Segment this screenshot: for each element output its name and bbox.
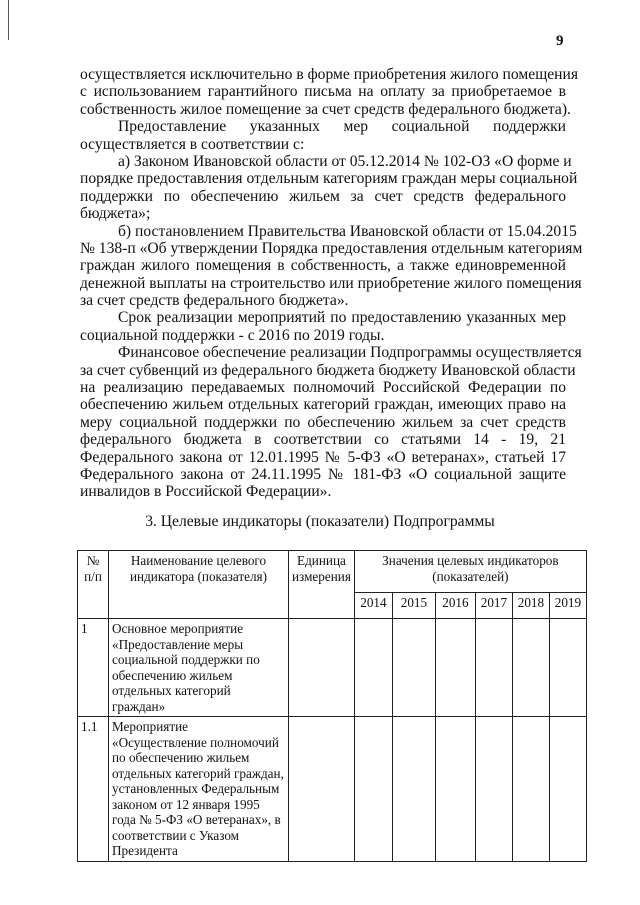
paragraph-line: Финансовое обеспечение реализации Подпрограммы осуществляется <box>118 344 582 362</box>
row-value <box>549 619 586 717</box>
paragraph-line: порядке предоставления отдельным категориям граждан меры социальной <box>80 170 578 188</box>
row-unit <box>289 717 355 862</box>
row-value <box>512 717 549 862</box>
paragraph-line: социальной поддержки - с 2016 по 2019 годы. <box>80 326 385 344</box>
paragraph-line: на реализацию передаваемых полномочий Российской Федерации по <box>80 379 566 397</box>
section-heading: 3. Целевые индикаторы (показатели) Подпрограммы <box>145 513 495 530</box>
paragraph-line: осуществляется исключительно в форме приобретения жилого помещения <box>80 66 578 83</box>
row-value <box>435 717 475 862</box>
row-value <box>392 717 435 862</box>
row-value <box>354 619 392 717</box>
header-name: Наименование целевого индикатора (показателя) <box>109 551 289 619</box>
header-year: 2018 <box>512 593 549 619</box>
paragraph-line: денежной выплаты на строительство или приобретение жилого помещения <box>80 274 582 292</box>
paragraph-line: собственность жилое помещение за счет средств федерального бюджета). <box>80 100 571 118</box>
header-values: Значения целевых индикаторов (показателей) <box>354 551 586 593</box>
row-value <box>549 717 586 862</box>
header-year: 2016 <box>435 593 475 619</box>
table-row <box>78 717 587 862</box>
paragraph-line: поддержки по обеспечению жильем за счет средств федерального <box>80 187 566 205</box>
paragraph-line: обеспечению жильем отдельных категорий граждан, имеющих право на <box>80 396 566 414</box>
page-number: 9 <box>556 33 564 49</box>
row-value <box>475 619 512 717</box>
table-row <box>78 619 587 717</box>
paragraph-line: меру социальной поддержки по обеспечению жильем за счет средств <box>80 413 566 431</box>
document-body <box>80 66 583 501</box>
row-value <box>392 619 435 717</box>
row-name: Мероприятие «Осуществление полномочий по обеспечению жильем отдельных категорий граждан, установленных Федеральным законом от 12 января 1995 года № 5-ФЗ «О ветеранах», в соответствии с Указом Президента <box>109 717 289 862</box>
paragraph-line: бюджета»; <box>80 205 151 223</box>
row-unit <box>289 619 355 717</box>
row-num: 1.1 <box>78 717 109 862</box>
paragraph-line: № 138-п «Об утверждении Порядка предоставления отдельным категориям <box>80 239 583 257</box>
paragraph-line: Федерального закона от 24.11.1995 № 181-ФЗ «О социальной защите <box>80 465 566 483</box>
header-year: 2017 <box>475 593 512 619</box>
paragraph-line: за счет субвенций из федерального бюджета бюджету Ивановской области <box>80 361 576 379</box>
paragraph-line: граждан жилого помещения в собственность, а также единовременной <box>80 257 566 275</box>
header-num: № п/п <box>78 551 109 619</box>
paragraph-line: Срок реализации мероприятий по предоставлению указанных мер <box>118 309 566 327</box>
paragraph-line: б) постановлением Правительства Ивановской области от 15.04.2015 <box>118 222 577 240</box>
header-unit: Единица измерения <box>289 551 355 619</box>
scan-margin-mark <box>8 0 9 40</box>
row-value <box>354 717 392 862</box>
header-year: 2014 <box>354 593 392 619</box>
row-value <box>475 717 512 862</box>
paragraph-line: Предоставление указанных мер социальной поддержки <box>118 118 566 136</box>
row-name: Основное мероприятие «Предоставление меры социальной поддержки по обеспечению жильем отдельных категорий граждан» <box>109 619 289 717</box>
header-year: 2015 <box>392 593 435 619</box>
paragraph-line: инвалидов в Российской Федерации». <box>80 483 332 501</box>
row-value <box>435 619 475 717</box>
paragraph-line: а) Законом Ивановской области от 05.12.2014 № 102-ОЗ «О форме и <box>118 152 572 170</box>
paragraph-line: с использованием гарантийного письма на оплату за приобретаемое в <box>80 83 566 101</box>
row-value <box>512 619 549 717</box>
paragraph-line: осуществляется в соответствии с: <box>80 135 305 153</box>
row-num: 1 <box>78 619 109 717</box>
paragraph-line: за счет средств федерального бюджета». <box>80 292 349 310</box>
paragraph-line: Федерального закона от 12.01.1995 № 5-ФЗ «О ветеранах», статьей 17 <box>80 448 566 466</box>
indicators-table <box>77 550 587 862</box>
header-year: 2019 <box>549 593 586 619</box>
paragraph-line: федерального бюджета в соответствии со статьями 14 - 19, 21 <box>80 431 566 449</box>
